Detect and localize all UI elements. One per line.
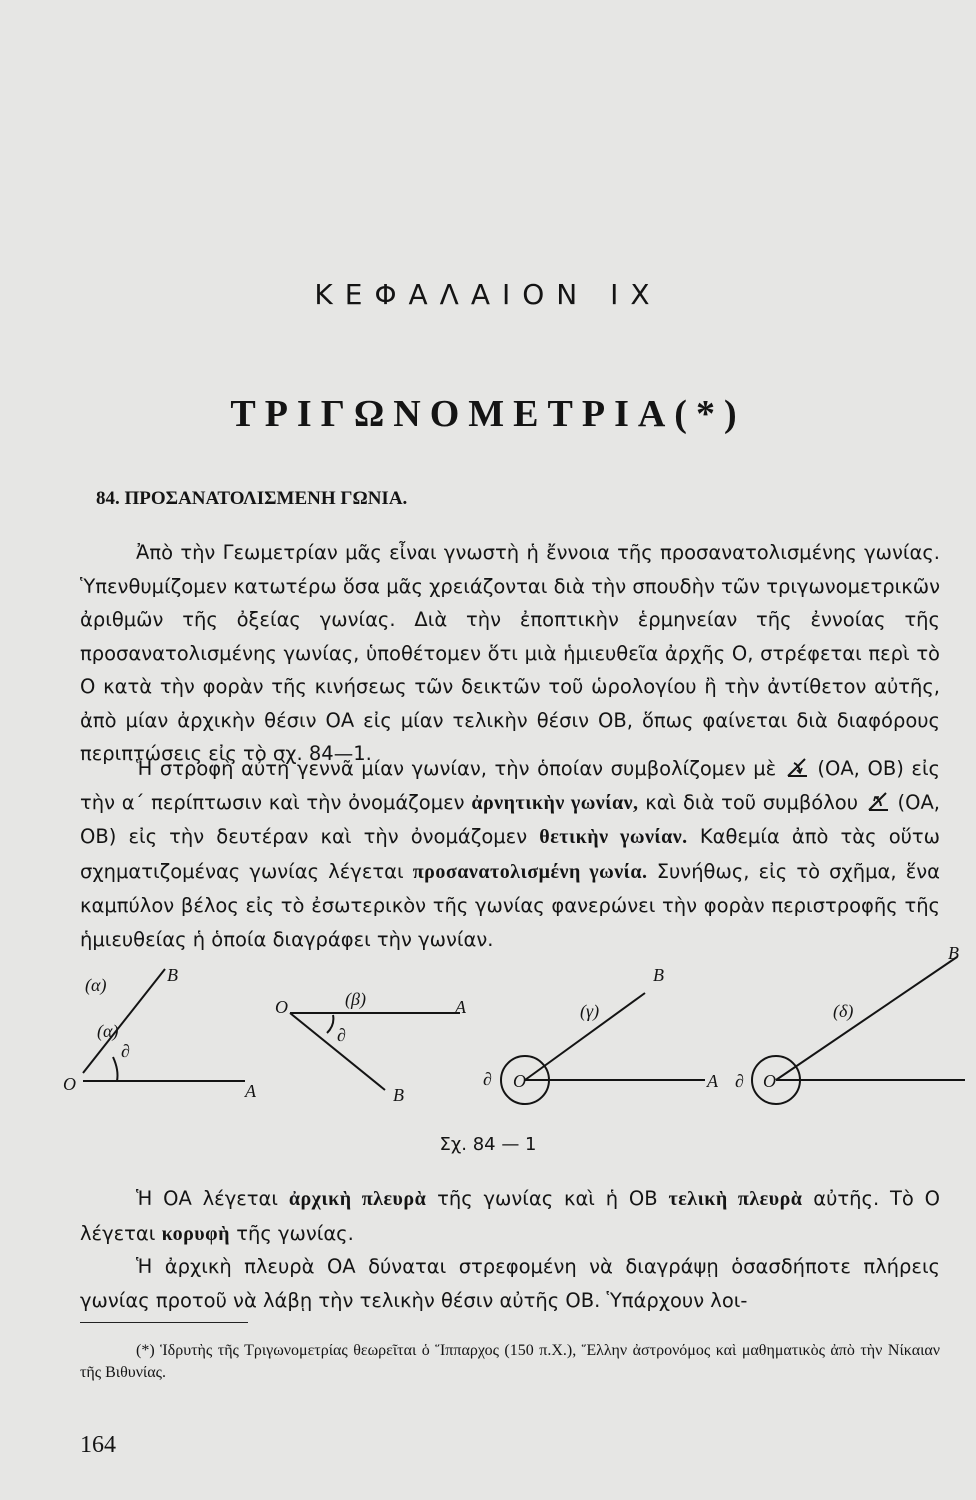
oriented-angle-term: προσανατολισμένη γωνία. (412, 860, 648, 883)
fig-c-theta: ∂ (483, 1069, 492, 1089)
footnote-divider (80, 1322, 248, 1323)
positive-angle-symbol-icon (865, 788, 891, 814)
section-number: 84. (96, 488, 120, 509)
fig-b-theta: ∂ (337, 1025, 346, 1045)
section-title: ΠΡΟΣΑΝΑΤΟΛΙΣΜΕΝΗ ΓΩΝΙΑ. (124, 488, 408, 509)
chapter-title: ΤΡΙΓΩΝΟΜΕΤΡΙΑ(*) (230, 393, 746, 435)
fig-a-tag: (α) (85, 975, 107, 995)
fig-a-label-O: O (63, 1074, 76, 1094)
footnote: (*) Ἱδρυτὴς τῆς Τριγωνομετρίας θεωρεῖται ὁ Ἵππαρχος (150 π.Χ.), Ἕλλην ἀστρονόμος καὶ μαθηματικὸς ἀπὸ τὴν Νίκαιαν τῆς Βιθυνίας. (80, 1342, 940, 1381)
vertex-term: κορυφὴ (161, 1222, 231, 1245)
fig-d-label-O: O (763, 1071, 776, 1091)
paragraph-1-text: Ἀπὸ τὴν Γεωμετρίαν μᾶς εἶναι γνωστὴ ἡ ἔννοια τῆς προσανατολισμένης γωνίας. Ὑπενθυμίζομεν κατωτέρω ὅσα μᾶς χρειάζονται διὰ τὴν σπουδὴν τῶν τριγωνομετρικῶν ἀριθμῶν τῆς ὀξείας γωνίας. Διὰ τὴν ἐποπτικὴν ἑρμηνείαν τῆς ἐννοίας τῆς προσανατολισμένης γωνίας, ὑποθέτομεν ὅτι μιὰ ἡμιευθεῖα ἀρχῆς Ο, στρέφεται περὶ τὸ Ο κατὰ τὴν φορὰν τῆς κινήσεως τῶν δεικτῶν τοῦ ὡρολογίου ἢ τὴν ἀντίθετον αὐτῆς, ἀπὸ μίαν ἀρχικὴν θέσιν ΟΑ εἰς μίαν τελικὴν θέσιν ΟΒ, ὅπως φαίνεται διὰ διαφόρους περιπτώσεις εἰς τὸ σχ. 84—1. (80, 541, 940, 765)
p3-text-1: Ἡ ΟΑ λέγεται (136, 1187, 278, 1210)
fig-a-label-A: A (245, 1081, 256, 1101)
fig-a-label-B: B (167, 965, 178, 985)
terminal-side-term: τελικὴ πλευρὰ (668, 1188, 803, 1210)
p2-text-5: Καθεμία ἀπὸ τὰς οὕτω σχηματιζομένας γωνίας λέγεται (80, 825, 940, 883)
p2-text-1: Ἡ στροφὴ αὐτὴ γεννᾶ μίαν γωνίαν, τὴν ὁποίαν συμβολίζομεν μὲ (136, 757, 777, 780)
fig-b-label-O: O (275, 997, 288, 1017)
page-number: 164 (80, 1432, 116, 1458)
paragraph-4-text: Ἡ ἀρχικὴ πλευρὰ ΟΑ δύναται στρεφομένη νὰ διαγράψῃ ὁσασδήποτε πλήρεις γωνίας προτοῦ νὰ λάβῃ τὴν τελικὴν θέσιν αὐτῆς ΟΒ. Ὑπάρχουν λοι- (80, 1255, 940, 1312)
p3-text-3: αὐτῆς. Τὸ Ο λέγεται (80, 1187, 940, 1245)
fig-a-arc-label: (α) (97, 1021, 119, 1041)
initial-side-term: ἀρχικὴ πλευρὰ (288, 1188, 427, 1210)
fig-c-label-O: O (513, 1071, 526, 1091)
fig-c-label-A: A (707, 1071, 718, 1091)
p3-text-4: τῆς γωνίας. (236, 1221, 354, 1245)
p2-text-4: (ΟΑ, ΟΒ) εἰς τὴν δευτέραν καὶ τὴν ὀνομάζομεν (80, 790, 940, 848)
fig-b-label-B: B (393, 1085, 404, 1105)
paragraph-4 (80, 1250, 940, 1317)
negative-angle-symbol-icon (784, 754, 810, 780)
p2-text-6: Συνήθως, εἰς τὸ σχῆμα, ἕνα καμπύλον βέλος εἰς τὸ ἐσωτερικὸν τῆς γωνίας φανερώνει τὴν φορὰν περιστροφῆς τῆς ἡμιευθείας ἡ ὁποία διαγράφει τὴν γωνίαν. (80, 859, 941, 951)
fig-c-tag: (γ) (580, 1001, 600, 1021)
positive-angle-term: θετικὴν γωνίαν. (539, 826, 688, 848)
negative-angle-term: ἀρνητικὴν γωνίαν, (471, 791, 639, 814)
fig-d-label-B: B (948, 943, 959, 963)
fig-b-label-A: A (455, 997, 466, 1017)
figure-84-1 (55, 943, 975, 1105)
p2-text-2: (ΟΑ, ΟΒ) εἰς τὴν α΄ περίπτωσιν καὶ τὴν ὀνομάζομεν (80, 757, 941, 814)
chapter-heading: ΚΕΦΑΛΑΙΟΝ ΙΧ (314, 278, 662, 311)
fig-c-label-B: B (653, 965, 664, 985)
fig-d-tag: (δ) (833, 1001, 854, 1021)
paragraph-3 (80, 1182, 940, 1251)
section-heading (96, 488, 407, 510)
fig-a-theta: ∂ (121, 1041, 130, 1061)
figure-caption: Σχ. 84 — 1 (439, 1134, 537, 1155)
p3-text-2: τῆς γωνίας καὶ ἡ ΟΒ (437, 1187, 658, 1210)
fig-b-tag: (β) (345, 989, 366, 1009)
paragraph-1 (80, 536, 940, 771)
p2-text-3: καὶ διὰ τοῦ συμβόλου (645, 790, 858, 814)
paragraph-2 (80, 752, 940, 956)
fig-d-theta: ∂ (735, 1071, 744, 1091)
